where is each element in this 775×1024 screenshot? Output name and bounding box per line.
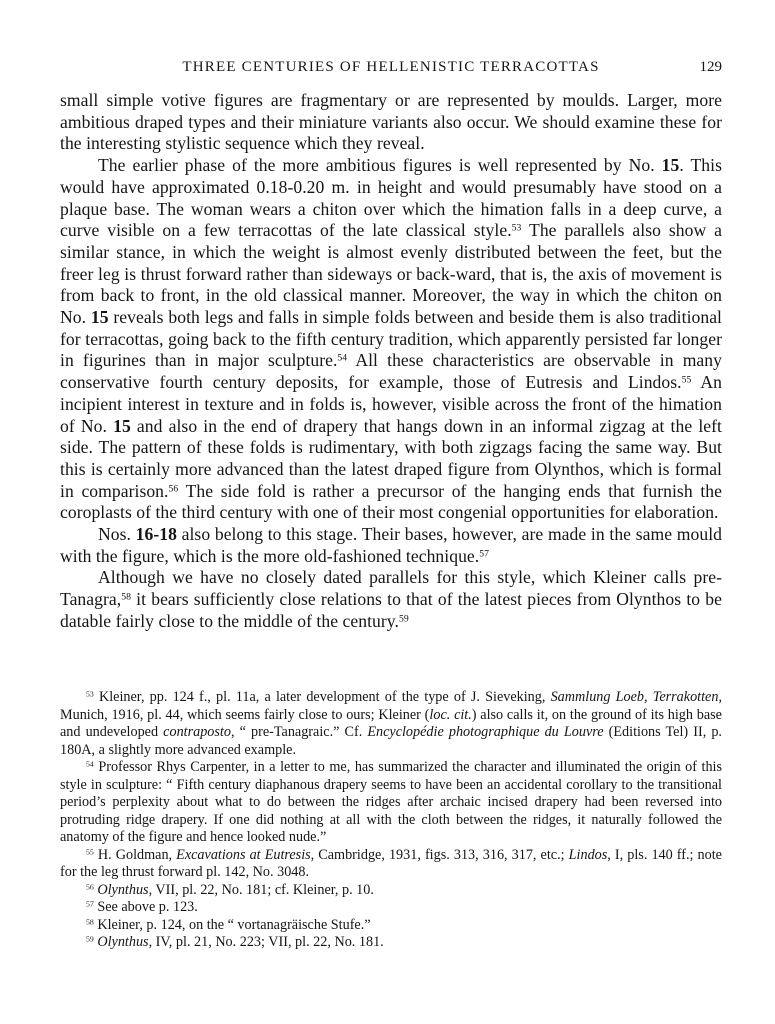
page-number: 129	[699, 59, 722, 75]
footnote-ref-59[interactable]: 59	[398, 613, 409, 625]
footnote-55: $^{55}$ H. Goldman, Excavations at Eutresis, Cambridge, 1931, figs. 313, 316, 317, etc.; Lindos, I, pls. 140 ff.; note for the leg thrust forward pl. 142, No. 3048.	[60, 846, 722, 880]
footnote-ref-54[interactable]: 54	[337, 353, 348, 365]
figure-number-ref: 15	[661, 155, 680, 176]
body-text	[60, 90, 722, 633]
footnote-number: 58	[86, 917, 94, 927]
footnote-ref-55[interactable]: 55	[681, 374, 692, 386]
footnote-56: $^{56}$ Olynthus, VII, pl. 22, No. 181; cf. Kleiner, p. 10.	[86, 881, 374, 898]
footnote-ref-58[interactable]: 58	[121, 591, 131, 603]
paragraph-1: small simple votive figures are fragmentary or are represented by moulds. Larger, more ambitious draped types and their miniature variants also occur. We should examine these for the interesting stylistic sequence which they reveal.	[60, 90, 722, 154]
footnote-number: 55	[86, 847, 94, 857]
footnote-ref-57[interactable]: 57	[479, 548, 490, 560]
footnote-59: $^{59}$ Olynthus, IV, pl. 21, No. 223; VII, pl. 22, No. 181.	[86, 934, 384, 950]
footnote-57: $^{57}$ See above p. 123.	[86, 899, 198, 915]
figure-number-ref: 15	[113, 415, 131, 436]
footnote-54: $^{54}$ Professor Rhys Carpenter, in a letter to me, has summarized the character and illuminated the origin of this style in sculpture: “ Fifth century diaphanous drapery seems to have been an accidental corollary to the transitional period’s perplexity about what to do between the ridges after archaic incised drapery had been reversed into protruding ridge drapery. If one did nothing at all with the cloth between the ridges, it naturally followed the anatomy of the figure and hence looked nude.”	[60, 759, 722, 845]
paragraph-3: Nos. 16-18 also belong to this stage. Their bases, however, are made in the same mould with the figure, which is the more old-fashioned technique.$^{57}$	[60, 524, 722, 566]
footnote-ref-53[interactable]: 53	[511, 222, 522, 234]
figure-number-ref: 16-18	[135, 524, 177, 545]
footnote-number: 57	[86, 899, 94, 909]
footnote-number: 56	[86, 882, 94, 892]
footnote-ref-56[interactable]: 56	[168, 483, 179, 495]
page-header	[60, 56, 722, 78]
footnote-number: 53	[86, 689, 94, 699]
footnote-53: $^{53}$ Kleiner, pp. 124 f., pl. 11a, a later development of the type of J. Sieveking, Sammlung Loeb, Terrakotten, Munich, 1916, pl. 44, which seems fairly close to ours; Kleiner (loc. cit.) also calls it, on the ground of its high base and undeveloped contraposto, “ pre-Tanagraic.” Cf. Encyclopédie photographique du Louvre (Editions Tel) II, p. 180A, a slightly more advanced example.	[60, 689, 722, 758]
running-title: THREE CENTURIES OF HELLENISTIC TERRACOTTAS	[182, 59, 600, 75]
footnote-number: 54	[86, 759, 94, 769]
footnotes	[60, 689, 722, 952]
paragraph-2: The earlier phase of the more ambitious figures is well represented by No. 15. This would have approximated 0.18-0.20 m. in height and would presumably have stood on a plaque base. The woman wears a chiton over which the himation falls in a deep curve, a curve visible on a few terracottas of the late classical style.$^{53}$ The parallels also show a similar stance, in which the weight is almost evenly distributed between the feet, but the freer leg is thrust forward rather than sideways or back-ward, that is, the axis of movement is from back to front, in the old classical manner. Moreover, the way in which the chiton on No. 15 reveals both legs and falls in simple folds between and beside them is also traditional for terracottas, going back to the fifth century tradition, which apparently persisted far longer in figurines than in major sculpture.$^{54}$ All these characteristics are observable in many conservative fourth century deposits, for example, those of Eutresis and Lindos.$^{55}$ An incipient interest in texture and in folds is, however, visible across the front of the himation of No. 15 and also in the end of drapery that hangs down in an informal zigzag at the left side. The pattern of these folds is rudimentary, with both zigzags facing the same way. But this is certainly more advanced than the latest draped figure from Olynthos, which is formal in comparison.$^{56}$ The side fold is rather a precursor of the hanging ends that furnish the coroplasts of the third century with one of their most congenial opportunities for elaboration.	[60, 155, 722, 523]
footnote-58: $^{58}$ Kleiner, p. 124, on the “ vortanagräische Stufe.”	[86, 916, 371, 933]
paragraph-4: Although we have no closely dated parallels for this style, which Kleiner calls pre-Tanagra,$^{58}$ it bears sufficiently close relations to that of the latest pieces from Olynthos to be datable fairly close to the middle of the century.$^{59}$	[60, 567, 722, 631]
figure-number-ref: 15	[90, 307, 109, 328]
footnote-number: 59	[86, 934, 94, 944]
